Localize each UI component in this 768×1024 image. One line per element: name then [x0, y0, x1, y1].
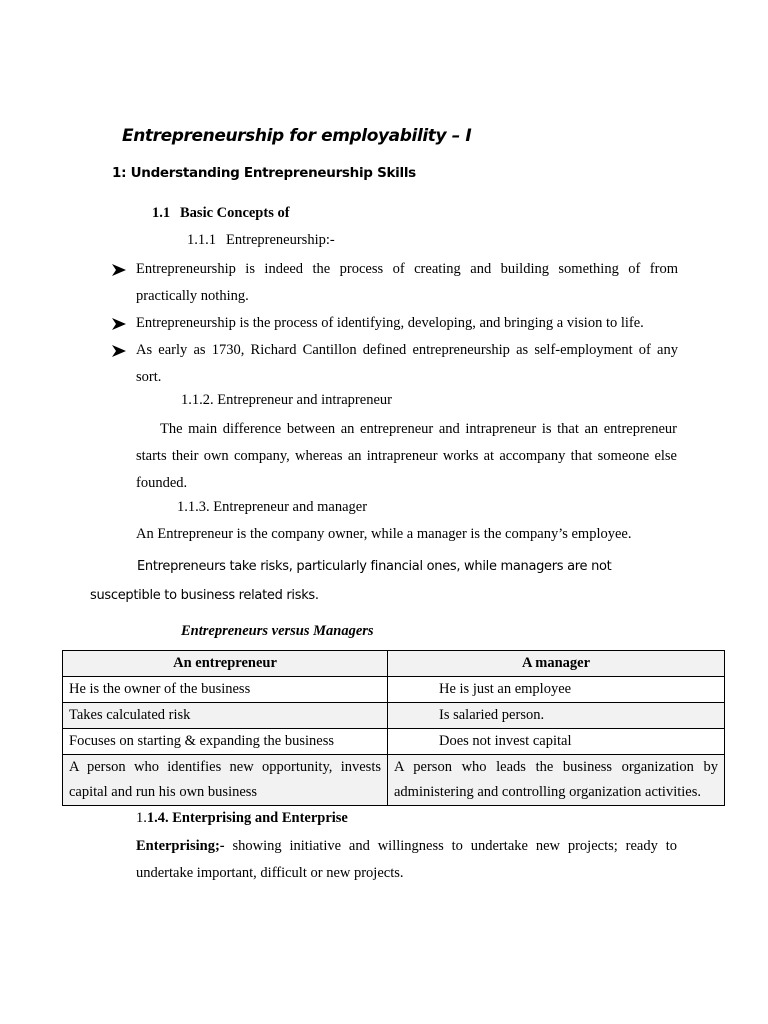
arrow-bullet-icon	[112, 337, 126, 364]
paragraph-manager-2: Entrepreneurs take risks, particularly financial ones, while managers are not susceptible to business related risks.	[90, 559, 612, 603]
section-number: 1.1	[152, 205, 171, 221]
paragraph-enterprising	[136, 833, 677, 887]
section-heading-1-1	[152, 205, 290, 222]
table-row	[63, 729, 725, 755]
section-title: 1.4. Enterprising and Enterprise	[146, 810, 348, 826]
bullet-text: Entrepreneurship is indeed the process of creating and building something of from practically nothing.	[136, 261, 678, 304]
paragraph-manager-1: An Entrepreneur is the company owner, while a manager is the company’s employee.	[136, 526, 632, 542]
term: Enterprising;-	[136, 838, 225, 854]
arrow-bullet-icon	[112, 256, 126, 283]
bullet-item	[108, 337, 678, 391]
section-title: Basic Concepts of	[180, 205, 290, 221]
bullet-item	[108, 310, 678, 337]
bullet-list	[108, 256, 678, 391]
section-title: Entrepreneurship:-	[226, 232, 335, 248]
table-cell: He is just an employee	[388, 677, 725, 703]
definition: showing initiative and willingness to undertake new projects; ready to undertake important, difficult or new projects.	[136, 838, 677, 881]
section-heading-1-1-3: 1.1.3. Entrepreneur and manager	[177, 499, 368, 515]
table-caption: Entrepreneurs versus Managers	[181, 623, 374, 639]
bullet-text: As early as 1730, Richard Cantillon defined entrepreneurship as self-employment of any sort.	[136, 342, 678, 385]
table-cell: Does not invest capital	[388, 729, 725, 755]
bullet-item	[108, 256, 678, 310]
arrow-bullet-icon	[112, 310, 126, 337]
unit-title: 1: Understanding Entrepreneurship Skills	[112, 165, 416, 181]
table-cell: A person who identifies new opportunity, invests capital and run his own business	[63, 755, 388, 806]
table-header-row	[63, 651, 725, 677]
table-cell: Is salaried person.	[388, 703, 725, 729]
table-header-cell: An entrepreneur	[63, 651, 388, 677]
document-title: Entrepreneurship for employability – I	[122, 126, 472, 146]
section-prefix: 1.	[136, 810, 147, 826]
table-row	[63, 755, 725, 806]
table-cell: He is the owner of the business	[63, 677, 388, 703]
table-cell: Takes calculated risk	[63, 703, 388, 729]
table-cell: A person who leads the business organization by administering and controlling organization activities.	[388, 755, 725, 806]
section-heading-1-1-4	[136, 810, 348, 827]
table-cell: Focuses on starting & expanding the business	[63, 729, 388, 755]
table-row	[63, 703, 725, 729]
section-heading-1-1-1	[187, 232, 335, 249]
table-header-cell: A manager	[388, 651, 725, 677]
section-number: 1.1.1	[187, 232, 216, 248]
bullet-text: Entrepreneurship is the process of identifying, developing, and bringing a vision to life.	[136, 315, 644, 331]
comparison-table	[62, 650, 725, 806]
section-heading-1-1-2: 1.1.2. Entrepreneur and intrapreneur	[181, 392, 392, 408]
table-row	[63, 677, 725, 703]
paragraph-intrapreneur: The main difference between an entrepreneur and intrapreneur is that an entrepreneur starts their own company, whereas an intrapreneur works at accompany that someone else founded.	[136, 421, 677, 491]
